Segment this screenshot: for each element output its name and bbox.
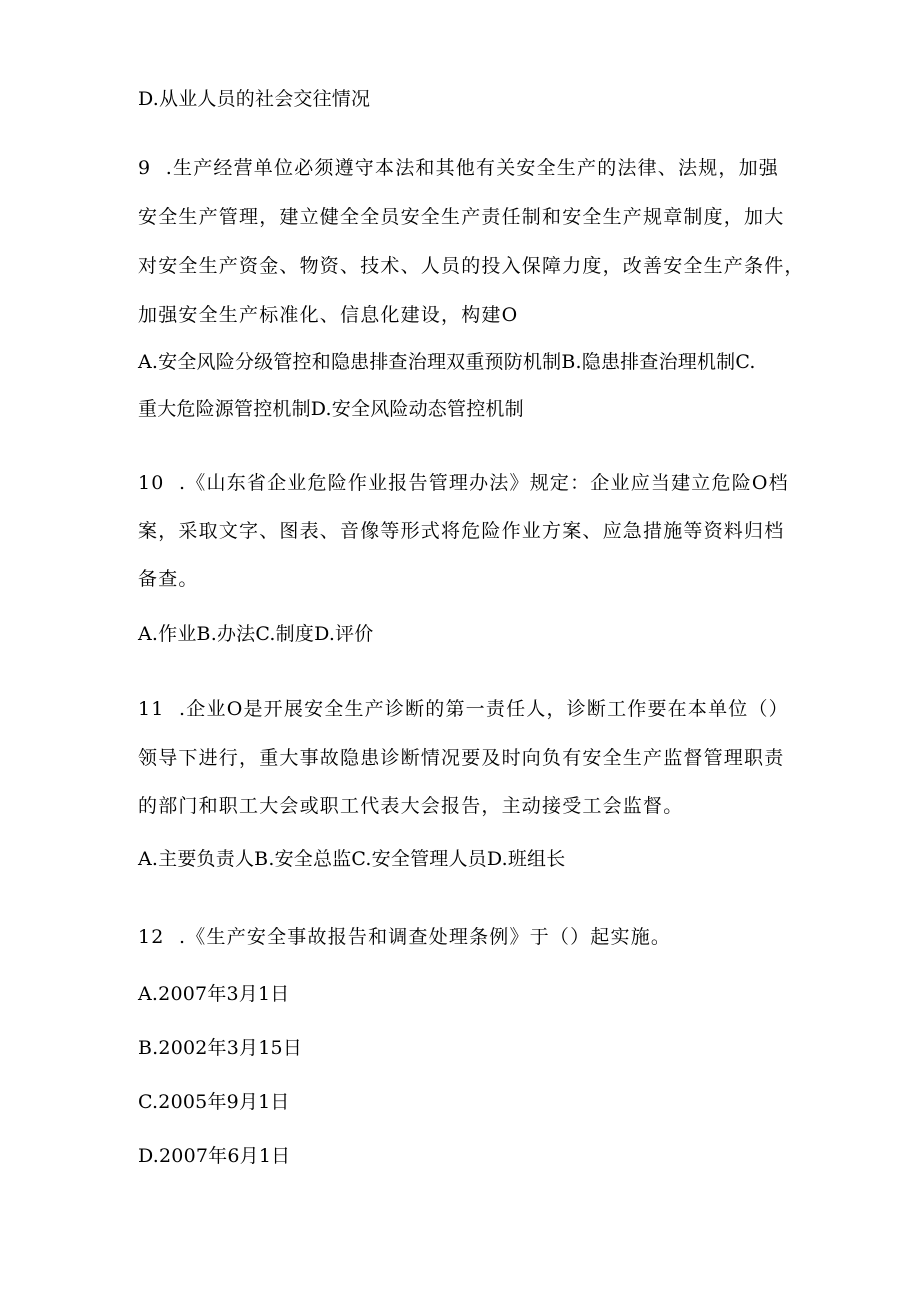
q8-option-d: D.从业人员的社会交往情况 — [138, 88, 371, 110]
q9-stem-line-1: 9 .生产经营单位必须遵守本法和其他有关安全生产的法律、法规，加强 — [138, 157, 780, 179]
q9-stem-line-2: 安全生产管理，建立健全全员安全生产责任制和安全生产规章制度，加大 — [138, 206, 785, 228]
q9-options-line-1: A.安全风险分级管控和隐患排查治理双重预防机制B.隐患排查治理机制C. — [138, 351, 756, 373]
q12-stem: 12 .《生产安全事故报告和调查处理条例》于（）起实施。 — [138, 926, 672, 948]
q12-option-b: B.2002年3月15日 — [138, 1037, 303, 1059]
q12-option-c: C.2005年9月1日 — [138, 1091, 290, 1113]
q10-stem-line-2: 案，采取文字、图表、音像等形式将危险作业方案、应急措施等资料归档 — [138, 520, 785, 542]
q11-stem-line-2: 领导下进行，重大事故隐患诊断情况要及时向负有安全生产监督管理职责 — [138, 747, 785, 769]
q10-stem-line-3: 备查。 — [138, 568, 199, 590]
q11-stem-line-1: 11 .企业O是开展安全生产诊断的第一责任人，诊断工作要在本单位（） — [138, 698, 789, 720]
q9-stem-line-4: 加强安全生产标准化、信息化建设，构建O — [138, 304, 519, 326]
q9-options-line-2: 重大危险源管控机制D.安全风险动态管控机制 — [138, 398, 524, 420]
q10-stem-line-1: 10 .《山东省企业危险作业报告管理办法》规定：企业应当建立危险O档 — [138, 472, 789, 494]
q12-option-a: A.2007年3月1日 — [138, 983, 290, 1005]
q12-option-d: D.2007年6月1日 — [138, 1145, 291, 1167]
q11-stem-line-3: 的部门和职工大会或职工代表大会报告，主动接受工会监督。 — [138, 795, 684, 817]
q11-options: A.主要负责人B.安全总监C.安全管理人员D.班组长 — [138, 848, 566, 870]
q10-options: A.作业B.办法C.制度D.评价 — [138, 623, 374, 645]
q9-stem-line-3: 对安全生产资金、物资、技术、人员的投入保障力度，改善安全生产条件， — [138, 255, 805, 277]
